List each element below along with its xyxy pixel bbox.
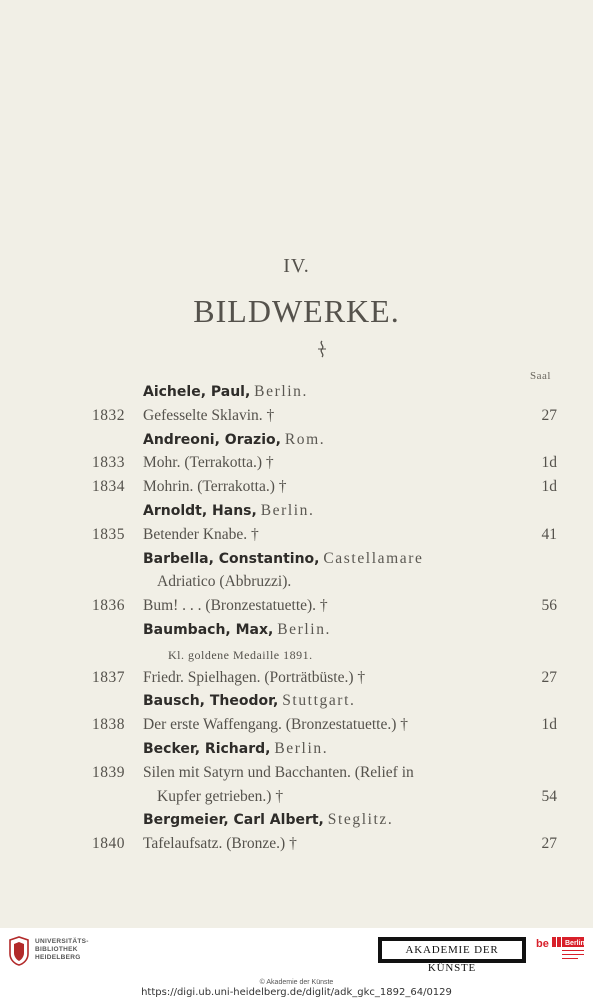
work-title: Mohr. (Terrakotta.) † [143, 454, 274, 472]
saal-number: 1d [541, 716, 557, 734]
artist-name: Andreoni, Orazio, [143, 431, 281, 448]
catalog-entry [0, 597, 593, 619]
catalog-number: 1838 [92, 716, 125, 734]
university-library-name [35, 938, 89, 962]
university-library-logo-icon[interactable] [8, 936, 30, 966]
artist-heading [143, 621, 331, 639]
catalog-entry [0, 788, 593, 810]
artist-place: Berlin. [274, 740, 329, 757]
catalog-entry [0, 573, 593, 595]
saal-number: 27 [541, 835, 557, 853]
catalog-entry [0, 526, 593, 548]
ornament-icon [316, 340, 328, 358]
artist-heading [143, 431, 325, 449]
uni-line: UNIVERSITÄTS- [35, 938, 89, 945]
work-title: Friedr. Spielhagen. (Porträtbüste.) † [143, 668, 366, 686]
catalog-number: 1833 [92, 454, 125, 472]
artist-place: Steglitz. [327, 811, 394, 829]
artist-place: Berlin. [254, 383, 308, 400]
artist-name: Barbella, Constantino, [143, 550, 320, 567]
catalog-number: 1835 [92, 525, 125, 543]
work-title: Tafelaufsatz. (Bronze.) † [143, 835, 297, 853]
berlin-logo-text: Berlin [565, 940, 585, 947]
catalog-entry [0, 764, 593, 786]
catalog-number: 1832 [92, 406, 125, 424]
artist-heading [143, 502, 315, 520]
saal-number: 27 [541, 406, 557, 424]
work-title: Bum! . . . (Bronzestatuette). † [143, 597, 328, 615]
work-title: Betender Knabe. † [143, 525, 259, 543]
artist-name: Bausch, Theodor, [143, 693, 279, 710]
artist-heading [143, 692, 355, 710]
saal-number: 54 [541, 787, 557, 805]
svg-text:be: be [536, 938, 549, 950]
catalog-entry [0, 835, 593, 857]
catalog-entry [0, 478, 593, 500]
artist-name: Baumbach, Max, [143, 622, 274, 638]
saal-number: 41 [541, 525, 557, 543]
work-title: Gefesselte Sklavin. † [143, 406, 275, 424]
work-title: Kupfer getrieben.) † [157, 787, 284, 805]
catalog-number: 1839 [92, 763, 125, 781]
catalog-number: 1840 [92, 835, 125, 853]
award-note: Kl. goldene Medaille 1891. [168, 647, 313, 662]
artist-line [0, 383, 593, 405]
artist-name: Becker, Richard, [143, 741, 271, 757]
artist-heading [143, 811, 393, 829]
akademie-logo-text: AKADEMIE DER KÜNSTE [381, 940, 523, 960]
section-title: BILDWERKE. [193, 293, 400, 329]
artist-line [0, 431, 593, 453]
artist-line [0, 621, 593, 643]
work-title: Mohrin. (Terrakotta.) † [143, 478, 287, 496]
saal-number: 1d [541, 478, 557, 496]
artist-heading [143, 550, 423, 568]
copyright-text: © Akademie der Künste [259, 979, 334, 986]
catalog-entry [0, 716, 593, 738]
saal-number: 1d [541, 454, 557, 472]
uni-line: BIBLIOTHEK [35, 946, 78, 953]
uni-line: HEIDELBERG [35, 954, 81, 961]
catalog-entry [0, 645, 593, 667]
saal-number: 27 [541, 668, 557, 686]
artist-heading [143, 383, 308, 401]
artist-name: Aichele, Paul, [143, 384, 251, 400]
catalog-number: 1834 [92, 478, 125, 496]
artist-line [0, 811, 593, 833]
catalog-entry [0, 669, 593, 691]
saal-number: 56 [541, 597, 557, 615]
artist-line [0, 692, 593, 714]
work-title: Silen mit Satyrn und Bacchanten. (Relief in [143, 763, 414, 781]
artist-line [0, 502, 593, 524]
work-title: Adriatico (Abbruzzi). [157, 573, 292, 591]
artist-name: Arnoldt, Hans, [143, 503, 257, 519]
artist-name: Bergmeier, Carl Albert, [143, 812, 324, 829]
berlin-logo-icon[interactable] [534, 935, 586, 967]
catalog-number: 1836 [92, 597, 125, 615]
artist-place: Berlin. [260, 502, 315, 519]
artist-place: Castellamare [323, 549, 424, 567]
artist-place: Berlin. [277, 621, 332, 638]
artist-place: Rom. [284, 430, 326, 448]
artist-heading [143, 740, 328, 758]
catalog-entry [0, 454, 593, 476]
source-url-link[interactable]: https://digi.ub.uni-heidelberg.de/diglit/adk_gkc_1892_64/0129 [141, 987, 452, 998]
artist-place: Stuttgart. [282, 692, 356, 710]
section-number: IV. [283, 255, 310, 277]
artist-line [0, 550, 593, 572]
akademie-logo[interactable] [378, 937, 526, 974]
catalog-number: 1837 [92, 668, 125, 686]
saal-header: Saal [530, 370, 551, 382]
artist-line [0, 740, 593, 762]
work-title: Der erste Waffengang. (Bronzestatuette.) † [143, 716, 409, 734]
catalog-entry [0, 407, 593, 429]
